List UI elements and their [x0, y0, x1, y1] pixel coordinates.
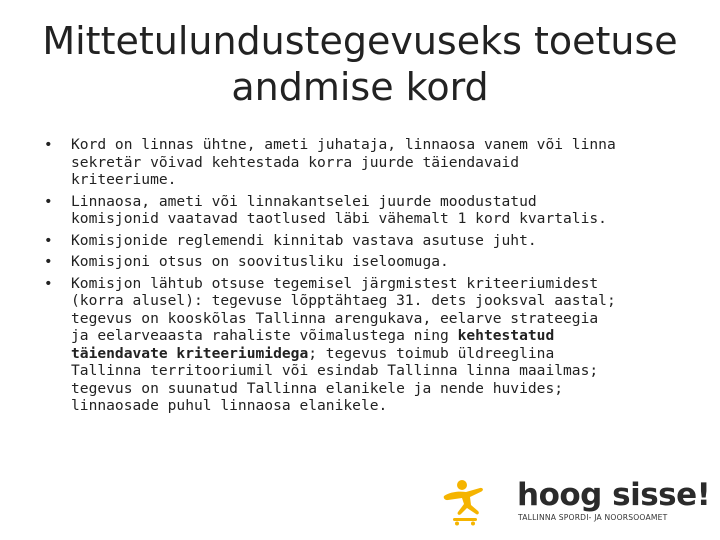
bullet-line: tegevus on suunatud Tallinna elanikele ja nende huvides; [71, 379, 564, 397]
bullet-line: komisjonid vaatavad taotlused läbi vähemalt 1 kord kvartalis. [71, 210, 607, 227]
logo-wordmark: hoog sisse! [517, 477, 711, 513]
bullet-list [44, 136, 684, 419]
bullet-line: Komisjon lähtub otsuse tegemisel järgmistest kriteeriumidest [71, 274, 599, 292]
bullet-line: linnaosade puhul linnaosa elanikele. [71, 397, 388, 414]
list-item [44, 193, 684, 228]
bullet-line: Kord on linnas ühtne, ameti juhataja, linnaosa vanem või linna [71, 136, 616, 153]
list-item [44, 253, 684, 271]
bullet-line: kriteeriume. [71, 171, 177, 188]
bullet-icon: • [44, 231, 53, 249]
bullet-line: Linnaosa, ameti või linnakantselei juurde moodustatud [71, 192, 537, 210]
bullet-line: Tallinna territooriumil või esindab Tallinna linna maailmas; [71, 362, 599, 379]
list-item [44, 136, 684, 189]
title-line: andmise kord [231, 65, 489, 109]
bullet-line: Komisjonide reglemendi kinnitab vastava asutuse juht. [71, 231, 537, 249]
bullet-icon: • [44, 192, 53, 210]
bullet-line: tegevus on kooskõlas Tallinna arengukava, eelarve strateegia [71, 309, 599, 327]
bullet-icon: • [44, 253, 53, 270]
logo [440, 477, 711, 528]
bullet-icon: • [44, 136, 53, 153]
bullet-icon: • [44, 274, 53, 292]
bullet-line: (korra alusel): tegevuse lõpptähtaeg 31. dets jooksval aastal; [71, 292, 616, 309]
list-item [44, 232, 684, 250]
bullet-line: Komisjoni otsus on soovitusliku iseloomuga. [71, 253, 449, 270]
title-line: Mittetulundustegevuseks toetuse [42, 19, 678, 63]
list-item [44, 275, 684, 415]
bullet-line: sekretär võivad kehtestada korra juurde täiendavaid [71, 153, 520, 171]
bullet-line: ; tegevus toimub üldreeglina [308, 344, 555, 362]
bullet-line: ja eelarveaasta rahaliste võimalustega ning [71, 327, 458, 344]
bold-phrase: kehtestatud [457, 327, 555, 344]
skateboarder-icon [440, 478, 488, 526]
logo-subtitle: TALLINNA SPORDI- JA NOORSOOAMET [518, 513, 668, 522]
bold-phrase: täiendavate kriteeriumidega [71, 344, 309, 362]
slide-title [0, 18, 720, 110]
